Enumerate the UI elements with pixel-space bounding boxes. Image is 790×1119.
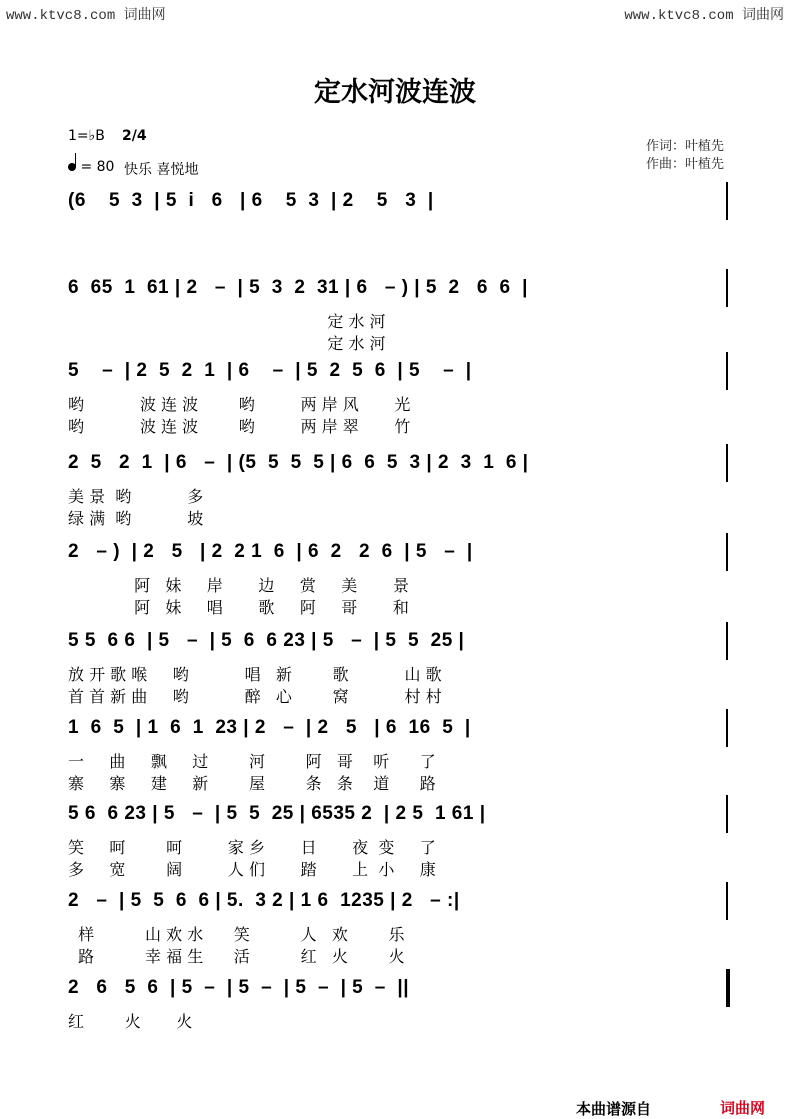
lyric-line: 寨 寨 建 新 屋 条 条 道 路: [68, 774, 436, 793]
lyric-line: 定 水 河: [68, 312, 386, 331]
system-barline: [726, 969, 730, 1007]
lyric-line: 放 开 歌 喉 哟 唱 新 歌 山 歌: [68, 665, 442, 684]
lyric-line: 美 景 哟 多: [68, 487, 204, 506]
score-line: 2 6 5 6 | 5 – | 5 – | 5 – | 5 – ||: [68, 977, 410, 998]
lyric-line: 笑 呵 呵 家 乡 日 夜 变 了: [68, 838, 436, 857]
lyric-line: 阿 妹 岸 边 赏 美 景: [68, 576, 409, 595]
system-barline: [726, 709, 728, 747]
system-barline: [726, 352, 728, 390]
system-barline: [726, 795, 728, 833]
score-line: 6 65 1 61 | 2 – | 5 3 2 31 | 6 – ) | 5 2 6 6 |: [68, 277, 528, 298]
time-signature: 2/4: [122, 128, 147, 144]
lyric-line: 定 水 河: [68, 334, 386, 353]
footer-source-text: 本曲谱源自: [576, 1100, 652, 1118]
system-barline: [726, 444, 728, 482]
score-line: 2 – | 5 5 6 6 | 5. 3 2 | 1 6 1235 | 2 – :|: [68, 890, 460, 911]
lyric-line: 红 火 火: [68, 1012, 193, 1031]
lyric-line: 哟 波 连 波 哟 两 岸 风 光: [68, 395, 411, 414]
lyric-line: 路 幸 福 生 活 红 火 火: [68, 947, 405, 966]
watermark-left: www.ktvc8.com 词曲网: [6, 8, 166, 24]
score-line: 1 6 5 | 1 6 1 23 | 2 – | 2 5 | 6 16 5 |: [68, 717, 471, 738]
song-title: 定水河波连波: [314, 77, 476, 108]
system-barline: [726, 533, 728, 571]
score-line: 2 5 2 1 | 6 – | (5 5 5 5 | 6 6 5 3 | 2 3 1 6 |: [68, 452, 529, 473]
lyric-line: 一 曲 飘 过 河 阿 哥 听 了: [68, 752, 436, 771]
score-line: 5 5 6 6 | 5 – | 5 6 6 23 | 5 – | 5 5 25 |: [68, 630, 465, 651]
system-barline: [726, 882, 728, 920]
composer-credit: 作曲：叶植先: [645, 157, 724, 172]
lyricist-credit: 作词：叶植先: [645, 139, 724, 154]
score-line: (6 5 3 | 5 i 6 | 6 5 3 | 2 5 3 |: [68, 190, 434, 211]
system-barline: [726, 269, 728, 307]
lyric-line: 绿 满 哟 坡: [68, 509, 204, 528]
tempo-marking: [68, 159, 114, 175]
lyric-line: 阿 妹 唱 歌 阿 哥 和: [68, 598, 409, 617]
score-line: 2 – ) | 2 5 | 2 2 1 6 | 6 2 2 6 | 5 – |: [68, 541, 473, 562]
key-signature: 1=♭B: [68, 128, 105, 144]
footer-logo: 词曲网: [720, 1099, 766, 1117]
score-line: 5 – | 2 5 2 1 | 6 – | 5 2 5 6 | 5 – |: [68, 360, 472, 381]
watermark-right: www.ktvc8.com 词曲网: [624, 8, 784, 24]
quarter-note-icon: [68, 163, 76, 171]
tempo-value: = 80: [80, 159, 115, 175]
lyric-line: 样 山 欢 水 笑 人 欢 乐: [68, 925, 405, 944]
lyric-line: 首 首 新 曲 哟 醉 心 窝 村 村: [68, 687, 442, 706]
expression-marking: 快乐 喜悦地: [124, 162, 199, 178]
score-line: 5 6 6 23 | 5 – | 5 5 25 | 6535 2 | 2 5 1 61 |: [68, 803, 486, 824]
system-barline: [726, 182, 728, 220]
system-barline: [726, 622, 728, 660]
lyric-line: 多 宽 阔 人 们 踏 上 小 康: [68, 860, 436, 879]
lyric-line: 哟 波 连 波 哟 两 岸 翠 竹: [68, 417, 411, 436]
